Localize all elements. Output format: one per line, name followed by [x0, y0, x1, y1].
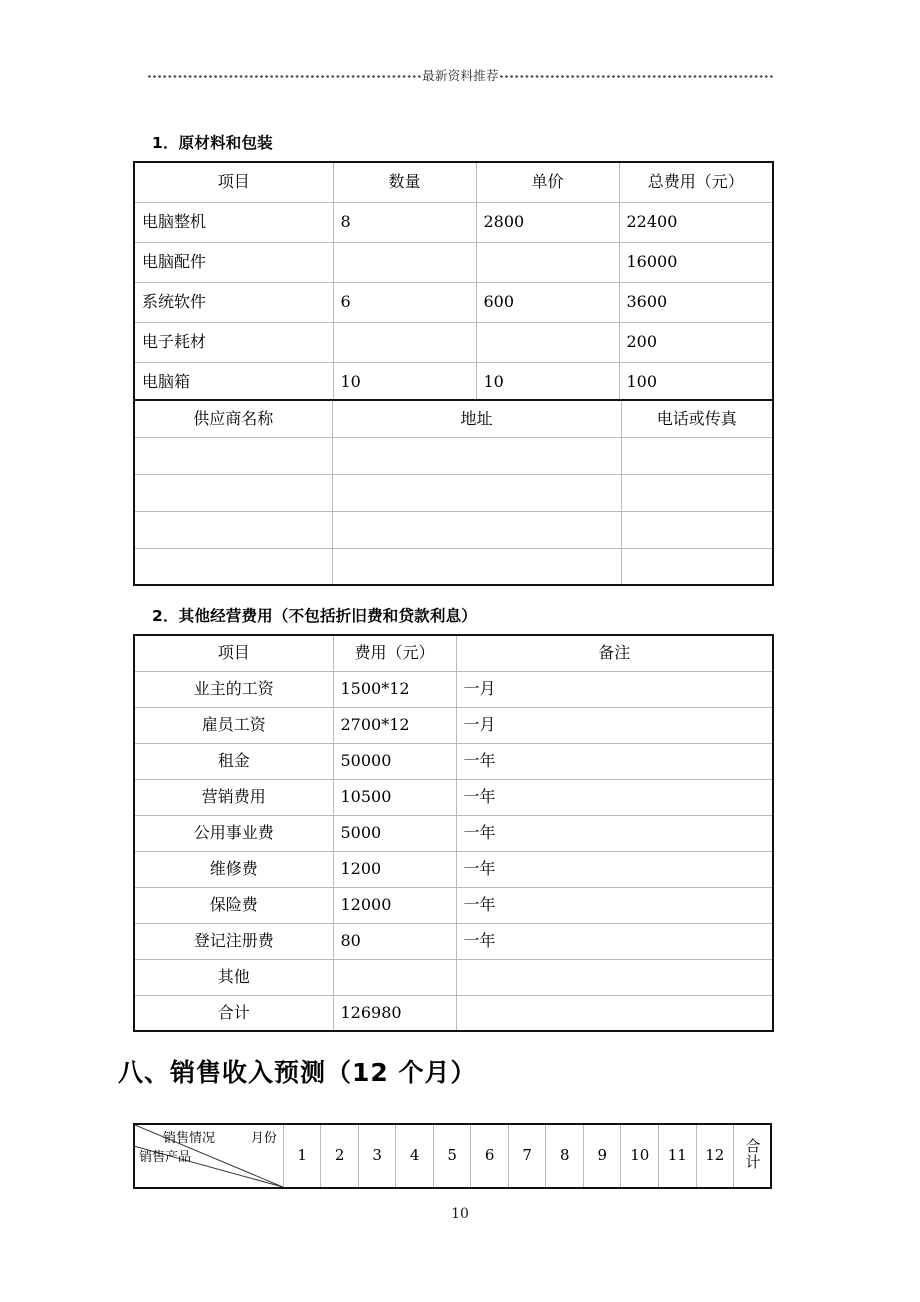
cell-expense-item: 维修费 [134, 851, 333, 887]
corner-label-sales-product: 销售产品 [139, 1150, 192, 1165]
cell-qty [333, 242, 476, 282]
suppliers-table [133, 399, 774, 586]
cell-phone-fax [621, 548, 773, 585]
column-header: 项目 [134, 162, 333, 202]
column-header: 费用（元） [333, 635, 456, 671]
table-header-row [134, 400, 773, 437]
cell-remark: 一年 [456, 851, 773, 887]
table-row [134, 474, 773, 511]
cell-item: 电脑整机 [134, 202, 333, 242]
cell-phone-fax [621, 511, 773, 548]
column-header: 电话或传真 [621, 400, 773, 437]
cell-supplier-name [134, 437, 332, 474]
cell-price: 10 [476, 362, 619, 402]
cell-amount: 2700*12 [333, 707, 456, 743]
cell-price [476, 242, 619, 282]
cell-expense-item: 业主的工资 [134, 671, 333, 707]
diagonal-header-cell [134, 1124, 283, 1188]
cell-address [332, 474, 621, 511]
column-header: 供应商名称 [134, 400, 332, 437]
header-dotted-rule-right [500, 72, 773, 81]
cell-remark: 一月 [456, 707, 773, 743]
table-row [134, 815, 773, 851]
cell-remark: 一年 [456, 923, 773, 959]
cell-supplier-name [134, 511, 332, 548]
cell-amount: 1200 [333, 851, 456, 887]
table-row [134, 887, 773, 923]
table-row [134, 548, 773, 585]
month-header: 9 [583, 1124, 621, 1188]
table-row [134, 851, 773, 887]
month-header: 6 [471, 1124, 509, 1188]
cell-amount: 10500 [333, 779, 456, 815]
cell-item: 电子耗材 [134, 322, 333, 362]
cell-total: 22400 [619, 202, 773, 242]
cell-remark: 一年 [456, 779, 773, 815]
caption-other-operating-expenses: 2．其他经营费用（不包括折旧费和贷款利息） [152, 607, 477, 625]
table-row [134, 282, 773, 322]
table-header-row [134, 1124, 771, 1188]
table-row [134, 362, 773, 402]
cell-qty: 6 [333, 282, 476, 322]
other-expenses-table [133, 634, 774, 1032]
cell-remark [456, 995, 773, 1031]
total-header-label: 合计 [743, 1137, 762, 1170]
month-header: 3 [358, 1124, 396, 1188]
column-header: 地址 [332, 400, 621, 437]
month-header: 12 [696, 1124, 734, 1188]
column-header: 项目 [134, 635, 333, 671]
cell-expense-item: 其他 [134, 959, 333, 995]
cell-qty: 8 [333, 202, 476, 242]
month-header: 8 [546, 1124, 584, 1188]
cell-total: 200 [619, 322, 773, 362]
cell-price: 600 [476, 282, 619, 322]
table-row [134, 779, 773, 815]
cell-total: 3600 [619, 282, 773, 322]
cell-amount: 50000 [333, 743, 456, 779]
cell-remark: 一年 [456, 887, 773, 923]
cell-address [332, 437, 621, 474]
column-header: 单价 [476, 162, 619, 202]
month-header: 10 [621, 1124, 659, 1188]
cell-qty: 10 [333, 362, 476, 402]
cell-expense-item: 登记注册费 [134, 923, 333, 959]
cell-phone-fax [621, 474, 773, 511]
cell-expense-item: 保险费 [134, 887, 333, 923]
cell-price [476, 322, 619, 362]
cell-supplier-name [134, 548, 332, 585]
table-row [134, 923, 773, 959]
table-row [134, 511, 773, 548]
corner-label-month: 月份 [250, 1131, 277, 1146]
cell-amount: 5000 [333, 815, 456, 851]
cell-amount: 80 [333, 923, 456, 959]
column-header: 备注 [456, 635, 773, 671]
cell-remark: 一年 [456, 815, 773, 851]
cell-item: 电脑配件 [134, 242, 333, 282]
header-title: 最新资料推荐 [422, 68, 499, 83]
table-row [134, 242, 773, 282]
table-row [134, 437, 773, 474]
table-row [134, 743, 773, 779]
cell-qty [333, 322, 476, 362]
cell-remark: 一年 [456, 743, 773, 779]
cell-supplier-name [134, 474, 332, 511]
cell-expense-item: 公用事业费 [134, 815, 333, 851]
page-section-heading: 八、销售收入预测（12 个月） [118, 1058, 477, 1087]
cell-item: 电脑箱 [134, 362, 333, 402]
column-header: 总费用（元） [619, 162, 773, 202]
column-header: 数量 [333, 162, 476, 202]
cell-expense-item: 合计 [134, 995, 333, 1031]
cell-amount [333, 959, 456, 995]
cell-expense-item: 租金 [134, 743, 333, 779]
cell-item: 系统软件 [134, 282, 333, 322]
header-dotted-rule-left [148, 72, 421, 81]
month-header: 4 [396, 1124, 434, 1188]
raw-materials-table [133, 161, 774, 403]
cell-remark: 一月 [456, 671, 773, 707]
table-row [134, 322, 773, 362]
cell-amount: 126980 [333, 995, 456, 1031]
month-header: 1 [283, 1124, 321, 1188]
cell-address [332, 548, 621, 585]
cell-amount: 1500*12 [333, 671, 456, 707]
table-row [134, 671, 773, 707]
cell-amount: 12000 [333, 887, 456, 923]
month-header: 5 [433, 1124, 471, 1188]
table-header-row [134, 635, 773, 671]
cell-price: 2800 [476, 202, 619, 242]
cell-remark [456, 959, 773, 995]
caption-raw-materials: 1．原材料和包装 [152, 134, 273, 152]
cell-total: 100 [619, 362, 773, 402]
page-number: 10 [451, 1206, 469, 1222]
month-header: 7 [508, 1124, 546, 1188]
total-header [734, 1124, 771, 1188]
month-header: 11 [659, 1124, 697, 1188]
table-row [134, 995, 773, 1031]
cell-expense-item: 雇员工资 [134, 707, 333, 743]
cell-phone-fax [621, 437, 773, 474]
table-row [134, 202, 773, 242]
cell-total: 16000 [619, 242, 773, 282]
table-header-row [134, 162, 773, 202]
running-header [148, 64, 773, 86]
corner-label-sales-situation: 销售情况 [163, 1131, 216, 1146]
sales-forecast-table [133, 1123, 772, 1189]
cell-address [332, 511, 621, 548]
month-header: 2 [321, 1124, 359, 1188]
table-row [134, 707, 773, 743]
cell-expense-item: 营销费用 [134, 779, 333, 815]
table-row [134, 959, 773, 995]
